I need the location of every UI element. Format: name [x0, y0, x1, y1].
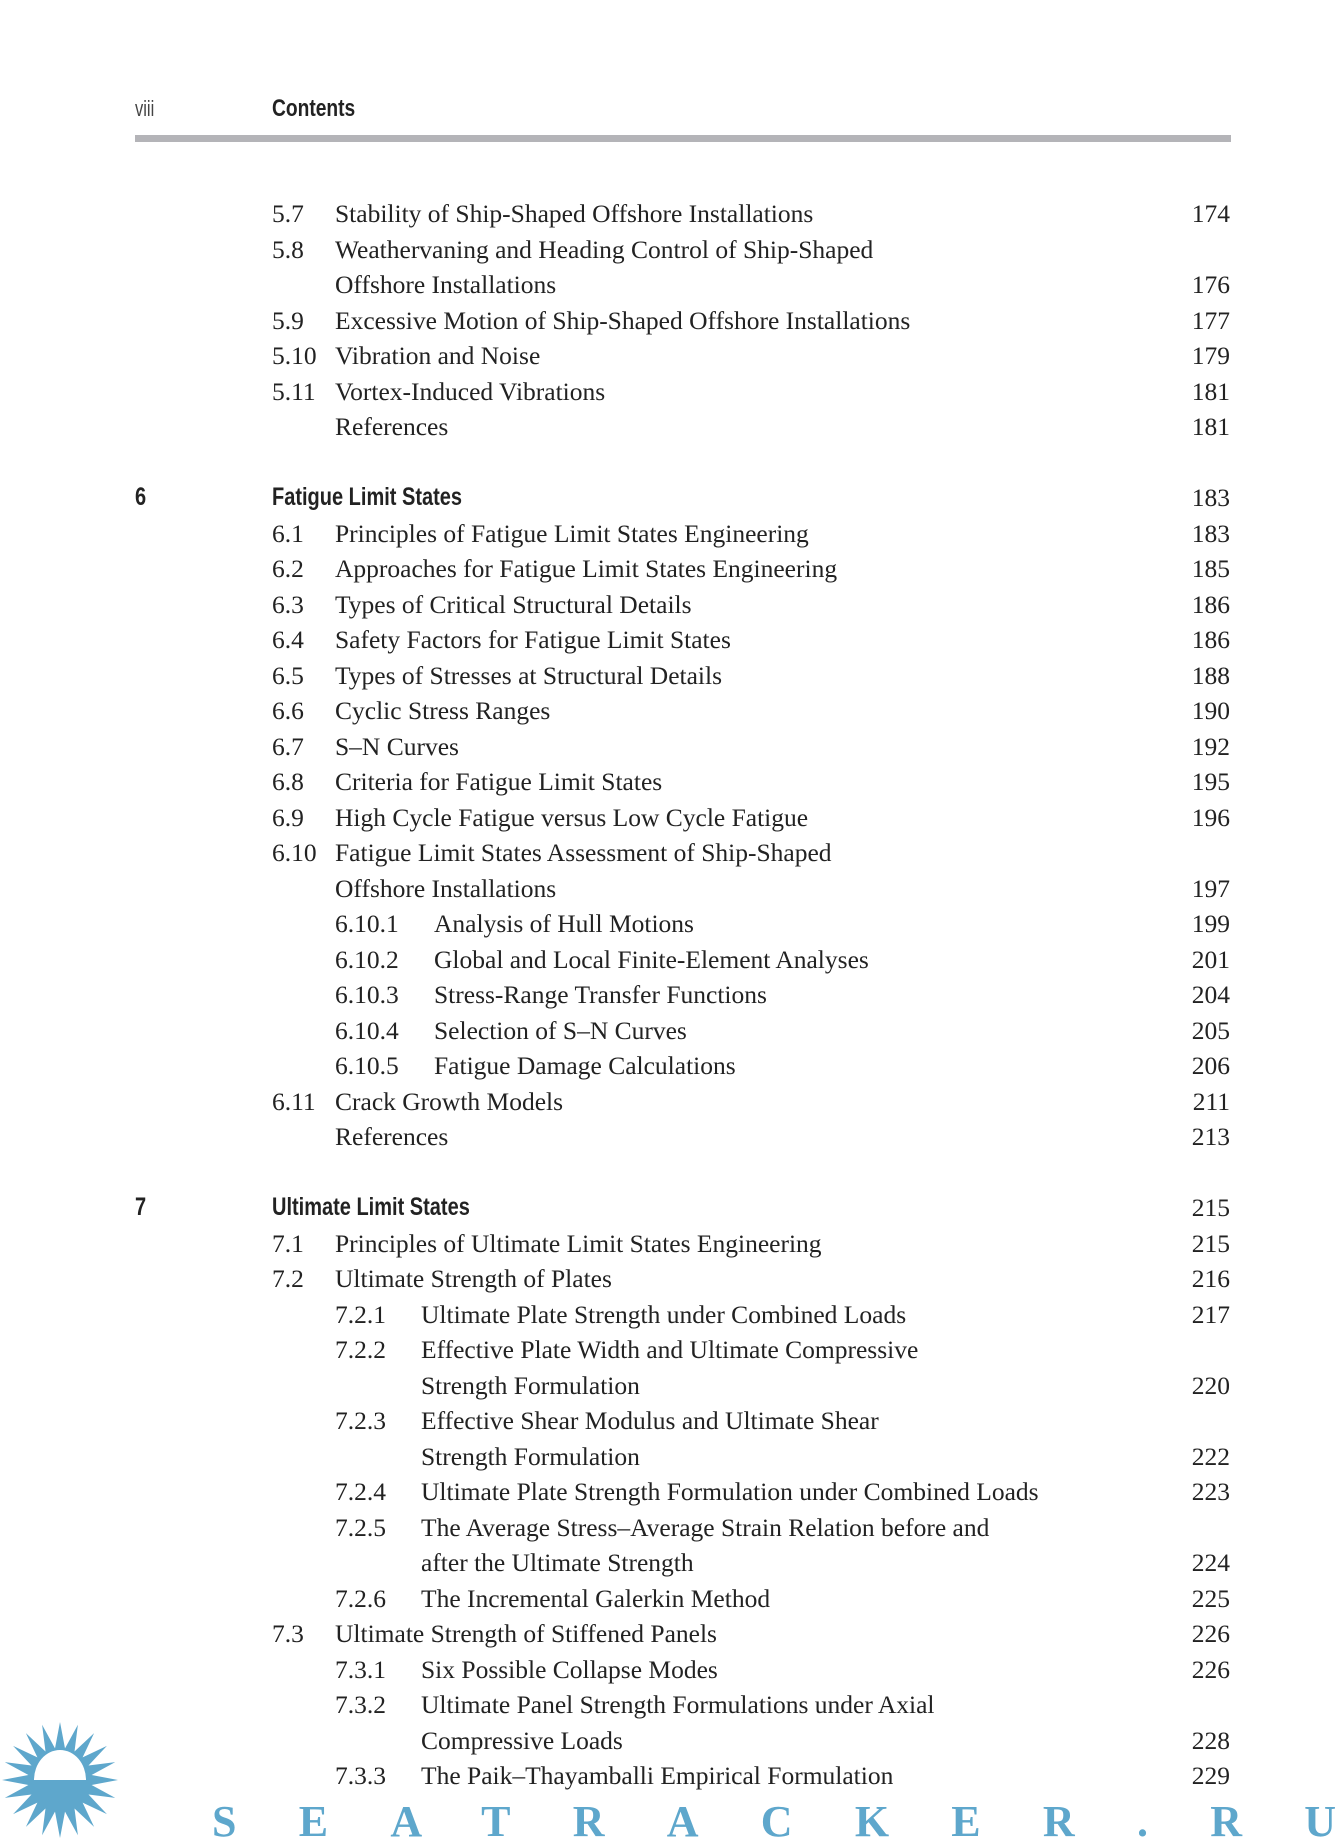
page-number: viii [135, 96, 155, 121]
toc-chapter[interactable] [0, 1190, 1339, 1225]
entry-page: 186 [1191, 589, 1230, 619]
entry-page: 211 [1192, 1086, 1230, 1116]
entry-title: References [335, 412, 449, 441]
entry-page: 215 [1191, 1228, 1230, 1258]
toc-entry[interactable] [0, 1581, 1339, 1616]
entry-page: 181 [1191, 412, 1230, 441]
entry-title: Ultimate Plate Strength Formulation under Combined Loads [421, 1477, 1039, 1506]
toc-entry[interactable] [0, 977, 1339, 1012]
entry-title: Six Possible Collapse Modes [421, 1654, 718, 1684]
entry-number: 7 [135, 1193, 147, 1221]
entry-number: 5.9 [272, 305, 304, 335]
entry-number: 6.6 [272, 696, 304, 725]
entry-title: S–N Curves [335, 731, 459, 761]
entry-page: 226 [1191, 1654, 1230, 1684]
entry-page: 174 [1191, 199, 1230, 228]
entry-number: 6.3 [272, 589, 304, 619]
entry-title: Approaches for Fatigue Limit States Engineering [335, 554, 838, 583]
toc-entry[interactable] [0, 1084, 1339, 1119]
entry-page: 183 [1191, 483, 1230, 512]
entry-number: 6.1 [272, 518, 304, 548]
entry-number: 6.7 [272, 731, 304, 761]
entry-page: 220 [1191, 1370, 1230, 1400]
entry-number: 7.2.5 [335, 1512, 386, 1542]
entry-title: Crack Growth Models [335, 1086, 564, 1116]
entry-page: 213 [1191, 1122, 1230, 1151]
entry-title: Excessive Motion of Ship-Shaped Offshore Installations [335, 305, 911, 335]
toc-entry[interactable] [0, 1048, 1339, 1083]
toc-entry[interactable] [0, 374, 1339, 409]
entry-number: 7.2.6 [335, 1583, 386, 1613]
entry-title: The Average Stress–Average Strain Relation before and [421, 1512, 990, 1542]
entry-page: 216 [1191, 1264, 1230, 1293]
entry-title: Stress-Range Transfer Functions [434, 980, 767, 1009]
entry-title: Fatigue Limit States Assessment of Ship-Shaped [335, 838, 832, 867]
entry-page: 226 [1191, 1619, 1230, 1648]
toc-entry[interactable] [0, 587, 1339, 622]
entry-title: Criteria for Fatigue Limit States [335, 767, 663, 796]
toc-entry[interactable] [0, 800, 1339, 835]
entry-page: 197 [1191, 873, 1230, 903]
entry-number: 7.2 [272, 1264, 304, 1293]
entry-page: 229 [1191, 1761, 1230, 1790]
entry-title: Principles of Ultimate Limit States Engineering [335, 1228, 822, 1258]
toc-entry[interactable] [0, 267, 1339, 302]
entry-number: 7.3.2 [335, 1690, 386, 1719]
entry-title: References [335, 1122, 449, 1151]
toc-entry[interactable] [0, 906, 1339, 941]
toc-chapter[interactable] [0, 480, 1339, 515]
toc-entry[interactable] [0, 1510, 1339, 1545]
entry-page: 181 [1191, 376, 1230, 406]
entry-title: Effective Shear Modulus and Ultimate Shear [421, 1406, 879, 1435]
toc-entry[interactable] [0, 196, 1339, 231]
entry-number: 5.8 [272, 234, 304, 264]
toc-entry[interactable] [0, 551, 1339, 586]
entry-title: Effective Plate Width and Ultimate Compressive [421, 1335, 919, 1364]
entry-title: Types of Stresses at Structural Details [335, 660, 723, 690]
entry-number: 5.7 [272, 199, 304, 228]
entry-title: The Paik–Thayamballi Empirical Formulation [421, 1761, 894, 1790]
entry-title: Weathervaning and Heading Control of Ship-Shaped [335, 234, 874, 264]
entry-title: Types of Critical Structural Details [335, 589, 692, 619]
entry-number: 6 [135, 483, 147, 511]
header-rule [135, 135, 1231, 142]
entry-number: 6.4 [272, 625, 304, 654]
toc-entry[interactable] [0, 622, 1339, 657]
toc-entry[interactable] [0, 764, 1339, 799]
entry-title: Ultimate Strength of Stiffened Panels [335, 1619, 717, 1648]
entry-title: Selection of S–N Curves [434, 1015, 687, 1045]
entry-number: 7.1 [272, 1228, 304, 1258]
entry-page: 215 [1191, 1193, 1230, 1222]
running-header-title: Contents [272, 95, 356, 122]
entry-title: Ultimate Panel Strength Formulations under Axial [421, 1690, 935, 1719]
entry-title: Offshore Installations [335, 270, 557, 299]
entry-page: 201 [1191, 944, 1230, 974]
toc-entry[interactable] [0, 693, 1339, 728]
toc-entry[interactable] [0, 409, 1339, 444]
entry-page: 185 [1191, 554, 1230, 583]
toc-entry[interactable] [0, 1013, 1339, 1048]
toc-entry[interactable] [0, 729, 1339, 764]
entry-title: Offshore Installations [335, 873, 557, 903]
entry-title: Ultimate Plate Strength under Combined Loads [421, 1299, 907, 1329]
toc-entry[interactable] [0, 658, 1339, 693]
entry-page: 196 [1191, 802, 1230, 832]
entry-number: 6.5 [272, 660, 304, 690]
watermark-text: SEATRACKER.RU [212, 1797, 1336, 1843]
entry-page: 177 [1191, 305, 1230, 335]
toc-entry[interactable] [0, 1652, 1339, 1687]
toc-entry[interactable] [0, 1439, 1339, 1474]
entry-number: 7.2.4 [335, 1477, 386, 1506]
entry-number: 6.10.3 [335, 980, 399, 1009]
entry-title: Vortex-Induced Vibrations [335, 376, 606, 406]
toc-entry[interactable] [0, 232, 1339, 267]
entry-page: 217 [1191, 1299, 1230, 1329]
toc-entry[interactable] [0, 871, 1339, 906]
toc-entry[interactable] [0, 1297, 1339, 1332]
entry-title: after the Ultimate Strength [421, 1548, 694, 1577]
toc-entry[interactable] [0, 1758, 1339, 1793]
toc-entry[interactable] [0, 1368, 1339, 1403]
entry-number: 6.10 [272, 838, 317, 867]
entry-title: Vibration and Noise [335, 341, 541, 370]
toc-entry[interactable] [0, 835, 1339, 870]
toc-entry[interactable] [0, 942, 1339, 977]
entry-title: Analysis of Hull Motions [434, 909, 694, 938]
toc-entry[interactable] [0, 1261, 1339, 1296]
entry-title: Fatigue Damage Calculations [434, 1051, 736, 1080]
entry-title: Fatigue Limit States [272, 483, 463, 511]
entry-page: 183 [1191, 518, 1230, 548]
entry-page: 206 [1191, 1051, 1230, 1080]
entry-page: 190 [1191, 696, 1230, 725]
toc-entry[interactable] [0, 1687, 1339, 1722]
entry-page: 223 [1191, 1477, 1230, 1506]
entry-title: Ultimate Strength of Plates [335, 1264, 612, 1293]
entry-title: High Cycle Fatigue versus Low Cycle Fatigue [335, 802, 809, 832]
entry-number: 6.10.4 [335, 1015, 399, 1045]
entry-number: 6.2 [272, 554, 304, 583]
entry-title: Cyclic Stress Ranges [335, 696, 551, 725]
toc-entry[interactable] [0, 1226, 1339, 1261]
entry-page: 195 [1191, 767, 1230, 796]
entry-title: Strength Formulation [421, 1370, 640, 1400]
entry-page: 186 [1191, 625, 1230, 654]
toc-entry[interactable] [0, 1723, 1339, 1758]
entry-page: 225 [1191, 1583, 1230, 1613]
entry-title: Safety Factors for Fatigue Limit States [335, 625, 731, 654]
toc-entry[interactable] [0, 1545, 1339, 1580]
toc-entry[interactable] [0, 1332, 1339, 1367]
entry-page: 179 [1191, 341, 1230, 370]
entry-number: 7.3 [272, 1619, 304, 1648]
entry-number: 7.2.2 [335, 1335, 386, 1364]
entry-page: 199 [1191, 909, 1230, 938]
toc-entry[interactable] [0, 516, 1339, 551]
entry-number: 5.11 [272, 376, 316, 406]
entry-title: Compressive Loads [421, 1725, 623, 1755]
entry-page: 176 [1191, 270, 1230, 299]
entry-title: Global and Local Finite-Element Analyses [434, 944, 869, 974]
entry-number: 7.2.3 [335, 1406, 386, 1435]
toc-entry[interactable] [0, 338, 1339, 373]
entry-number: 5.10 [272, 341, 317, 370]
entry-number: 6.10.5 [335, 1051, 399, 1080]
entry-number: 6.11 [272, 1086, 316, 1116]
entry-number: 6.9 [272, 802, 304, 832]
entry-number: 6.10.2 [335, 944, 399, 974]
entry-title: Stability of Ship-Shaped Offshore Installations [335, 199, 814, 228]
toc-entry[interactable] [0, 1119, 1339, 1154]
entry-title: The Incremental Galerkin Method [421, 1583, 771, 1613]
toc-entry[interactable] [0, 1616, 1339, 1651]
entry-page: 222 [1191, 1441, 1230, 1471]
entry-page: 192 [1191, 731, 1230, 761]
entry-number: 6.10.1 [335, 909, 399, 938]
entry-page: 228 [1191, 1725, 1230, 1755]
entry-page: 204 [1191, 980, 1230, 1009]
entry-page: 188 [1191, 660, 1230, 690]
toc-entry[interactable] [0, 303, 1339, 338]
entry-number: 7.3.1 [335, 1654, 386, 1684]
entry-page: 224 [1191, 1548, 1230, 1577]
entry-number: 6.8 [272, 767, 304, 796]
entry-page: 205 [1191, 1015, 1230, 1045]
entry-title: Strength Formulation [421, 1441, 640, 1471]
entry-number: 7.2.1 [335, 1299, 386, 1329]
entry-title: Principles of Fatigue Limit States Engineering [335, 518, 809, 548]
toc-entry[interactable] [0, 1403, 1339, 1438]
toc-entry[interactable] [0, 1474, 1339, 1509]
entry-number: 7.3.3 [335, 1761, 386, 1790]
entry-title: Ultimate Limit States [272, 1193, 470, 1221]
